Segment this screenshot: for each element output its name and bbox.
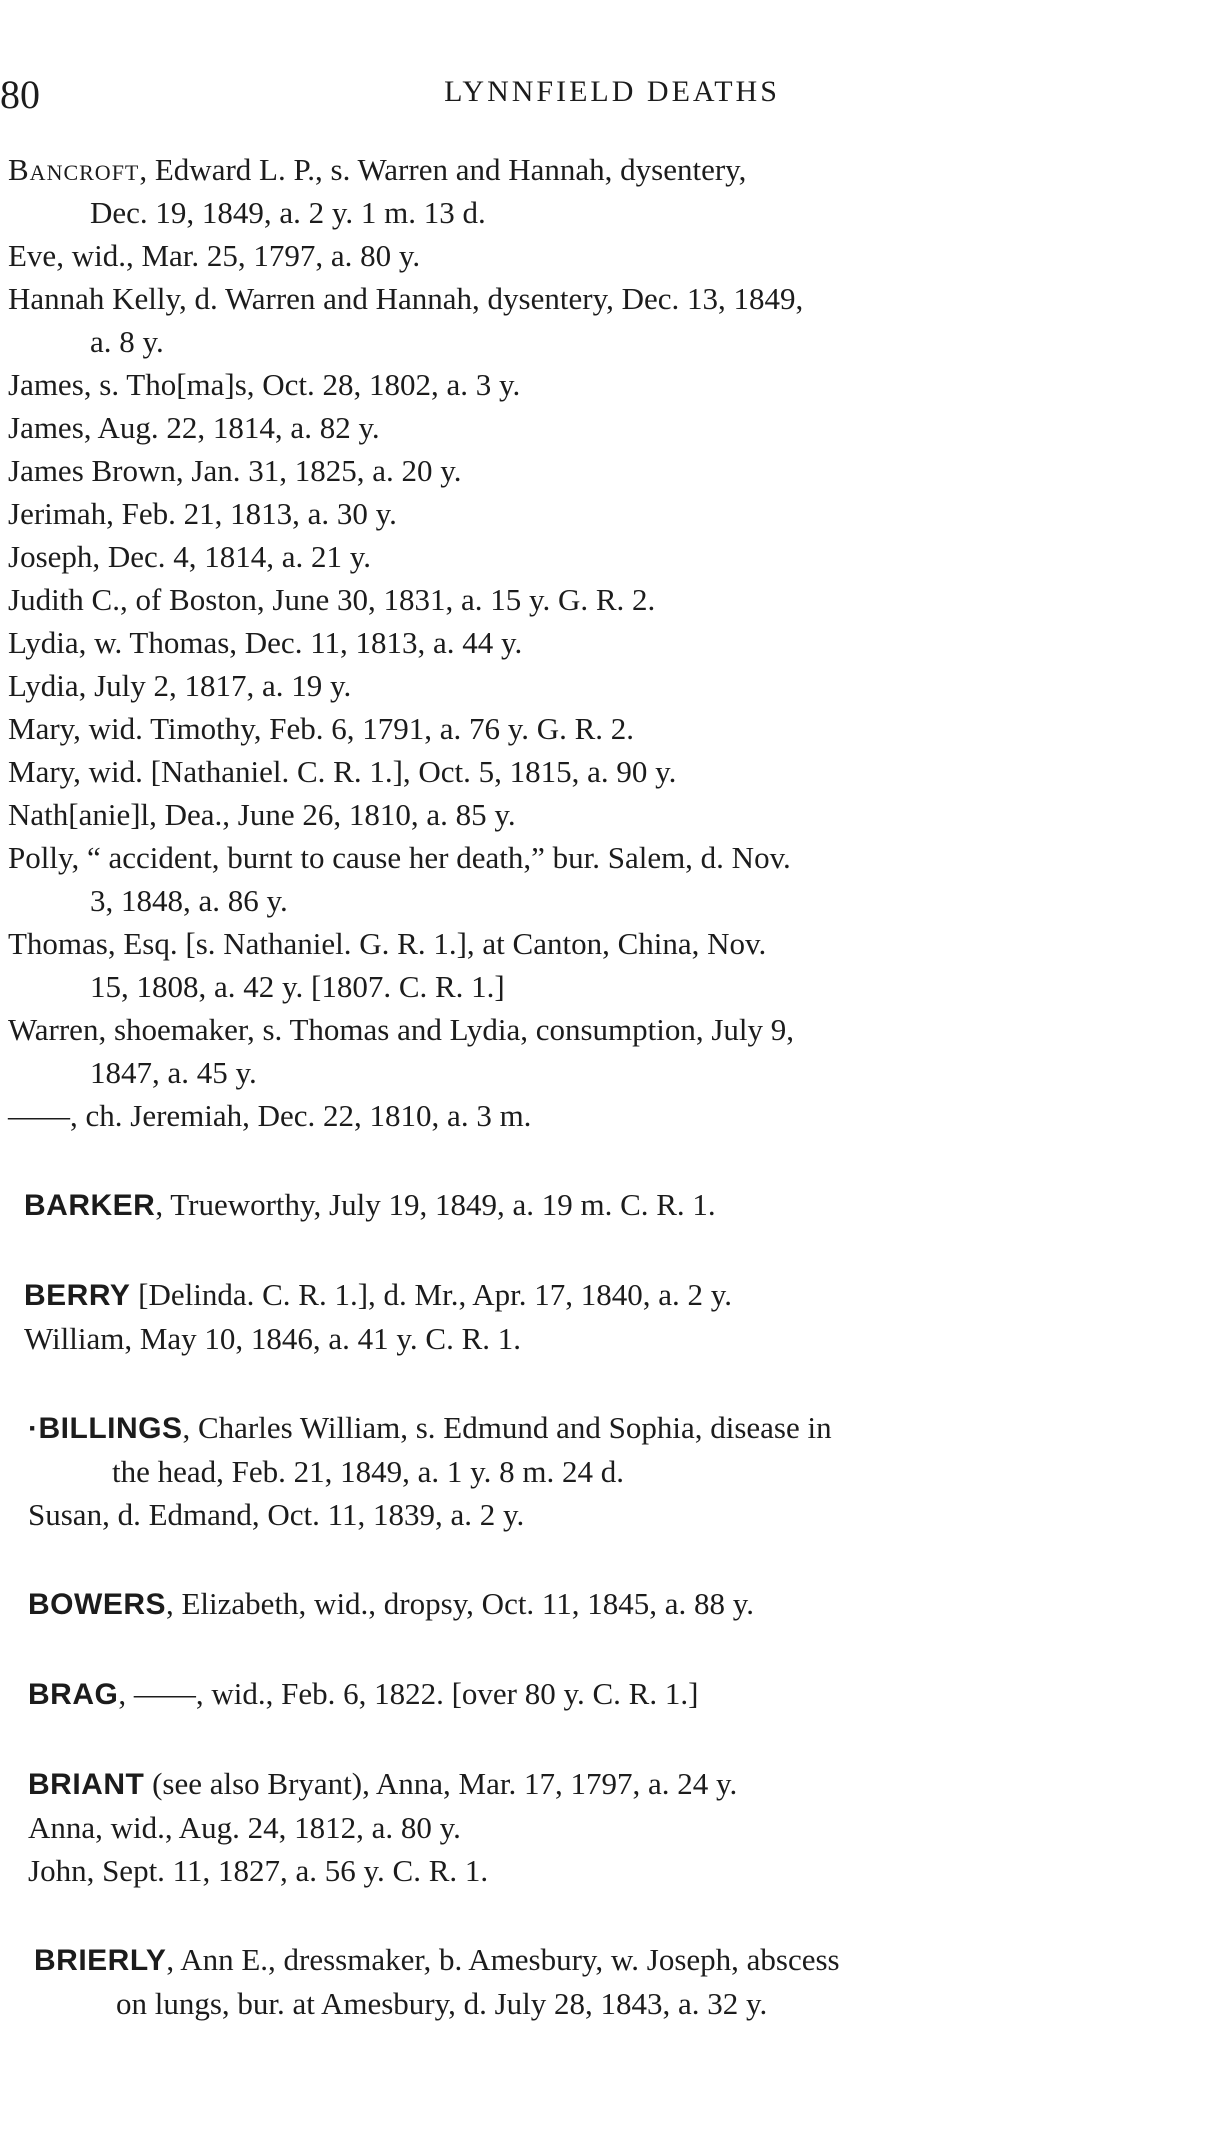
record-text: [Delinda. C. R. 1.], d. Mr., Apr. 17, 1840, a. 2 y. [130, 1277, 732, 1312]
record-text: Jerimah, Feb. 21, 1813, a. 30 y. [8, 496, 397, 531]
record-text: on lungs, bur. at Amesbury, d. July 28, 1843, a. 32 y. [116, 1986, 768, 2021]
record-continuation [0, 1051, 1170, 1094]
surname-group [0, 148, 1170, 1137]
surname-heading: BRIANT [28, 1768, 145, 1801]
record-text: Warren, shoemaker, s. Thomas and Lydia, consumption, July 9, [8, 1012, 795, 1047]
record-text: Nath[anie]l, Dea., June 26, 1810, a. 85 y. [8, 797, 516, 832]
record-line [0, 578, 1170, 621]
surname-heading: BERRY [24, 1279, 131, 1312]
record-line [0, 1008, 1170, 1051]
record-text: , Elizabeth, wid., dropsy, Oct. 11, 1845, a. 88 y. [166, 1586, 755, 1621]
surname-heading: Bancroft [8, 152, 140, 187]
record-line [0, 1849, 1170, 1892]
record-line [0, 535, 1170, 578]
surname-group [0, 1406, 1170, 1536]
record-text: James Brown, Jan. 31, 1825, a. 20 y. [8, 453, 462, 488]
record-line [0, 750, 1170, 793]
record-line [0, 621, 1170, 664]
death-records [0, 148, 1170, 2025]
record-line [0, 836, 1170, 879]
record-text: Thomas, Esq. [s. Nathaniel. G. R. 1.], at Canton, China, Nov. [8, 926, 767, 961]
record-line [0, 1806, 1170, 1849]
record-line [0, 449, 1170, 492]
record-text: James, Aug. 22, 1814, a. 82 y. [8, 410, 380, 445]
record-line [0, 664, 1170, 707]
surname-heading: BRIERLY [34, 1944, 167, 1977]
record-text: the head, Feb. 21, 1849, a. 1 y. 8 m. 24 d. [112, 1454, 624, 1489]
record-line [0, 1406, 1170, 1450]
record-line [0, 1762, 1170, 1806]
record-text: James, s. Tho[ma]s, Oct. 28, 1802, a. 3 y. [8, 367, 521, 402]
record-line [0, 406, 1170, 449]
surname-heading: ·BILLINGS [28, 1412, 183, 1445]
record-text: , Trueworthy, July 19, 1849, a. 19 m. C. R. 1. [155, 1187, 716, 1222]
record-text: Judith C., of Boston, June 30, 1831, a. 15 y. G. R. 2. [8, 582, 656, 617]
record-text: Mary, wid. Timothy, Feb. 6, 1791, a. 76 y. G. R. 2. [8, 711, 635, 746]
surname-group [0, 1582, 1170, 1626]
record-continuation [0, 1982, 1170, 2025]
record-text: Hannah Kelly, d. Warren and Hannah, dysentery, Dec. 13, 1849, [8, 281, 804, 316]
surname-group [0, 1183, 1170, 1227]
page-number: 80 [0, 72, 40, 117]
record-text: Eve, wid., Mar. 25, 1797, a. 80 y. [8, 238, 421, 273]
record-text: Susan, d. Edmand, Oct. 11, 1839, a. 2 y. [28, 1497, 525, 1532]
record-text: 3, 1848, a. 86 y. [90, 883, 288, 918]
record-line [0, 1273, 1170, 1317]
record-line [0, 793, 1170, 836]
record-text: John, Sept. 11, 1827, a. 56 y. C. R. 1. [28, 1853, 489, 1888]
record-line [0, 1183, 1170, 1227]
record-continuation [0, 191, 1170, 234]
record-text: William, May 10, 1846, a. 41 y. C. R. 1. [24, 1321, 522, 1356]
record-line [0, 1672, 1170, 1716]
record-text: Anna, wid., Aug. 24, 1812, a. 80 y. [28, 1810, 461, 1845]
record-line [0, 1582, 1170, 1626]
record-continuation [0, 965, 1170, 1008]
record-text: Mary, wid. [Nathaniel. C. R. 1.], Oct. 5, 1815, a. 90 y. [8, 754, 677, 789]
record-line [0, 707, 1170, 750]
record-line [0, 492, 1170, 535]
record-text: Polly, “ accident, burnt to cause her death,” bur. Salem, d. Nov. [8, 840, 791, 875]
record-continuation [0, 1450, 1170, 1493]
surname-group [0, 1273, 1170, 1360]
record-line [0, 363, 1170, 406]
running-head: LYNNFIELD DEATHS [444, 75, 780, 108]
record-line [0, 1094, 1170, 1137]
record-text: , Charles William, s. Edmund and Sophia, disease in [182, 1410, 832, 1445]
surname-heading: BARKER [24, 1189, 156, 1222]
record-text: , ——, wid., Feb. 6, 1822. [over 80 y. C. R. 1.] [118, 1676, 699, 1711]
record-line [0, 1493, 1170, 1536]
surname-group [0, 1762, 1170, 1892]
record-text: ——, ch. Jeremiah, Dec. 22, 1810, a. 3 m. [8, 1098, 532, 1133]
record-text: (see also Bryant), Anna, Mar. 17, 1797, a. 24 y. [144, 1766, 738, 1801]
record-line [0, 1317, 1170, 1360]
record-text: 1847, a. 45 y. [90, 1055, 257, 1090]
record-line [0, 922, 1170, 965]
record-text: Dec. 19, 1849, a. 2 y. 1 m. 13 d. [90, 195, 486, 230]
surname-heading: BRAG [28, 1678, 119, 1711]
record-line [0, 1938, 1170, 1982]
record-continuation [0, 879, 1170, 922]
record-line [0, 148, 1170, 191]
record-line [0, 277, 1170, 320]
record-text: Joseph, Dec. 4, 1814, a. 21 y. [8, 539, 372, 574]
record-text: Lydia, w. Thomas, Dec. 11, 1813, a. 44 y. [8, 625, 523, 660]
surname-heading: BOWERS [28, 1588, 166, 1621]
record-text: , Ann E., dressmaker, b. Amesbury, w. Joseph, abscess [166, 1942, 840, 1977]
record-line [0, 234, 1170, 277]
record-text: Lydia, July 2, 1817, a. 19 y. [8, 668, 352, 703]
record-text: a. 8 y. [90, 324, 164, 359]
record-text: , Edward L. P., s. Warren and Hannah, dysentery, [139, 152, 747, 187]
record-text: 15, 1808, a. 42 y. [1807. C. R. 1.] [90, 969, 505, 1004]
record-continuation [0, 320, 1170, 363]
surname-group [0, 1938, 1170, 2025]
surname-group [0, 1672, 1170, 1716]
